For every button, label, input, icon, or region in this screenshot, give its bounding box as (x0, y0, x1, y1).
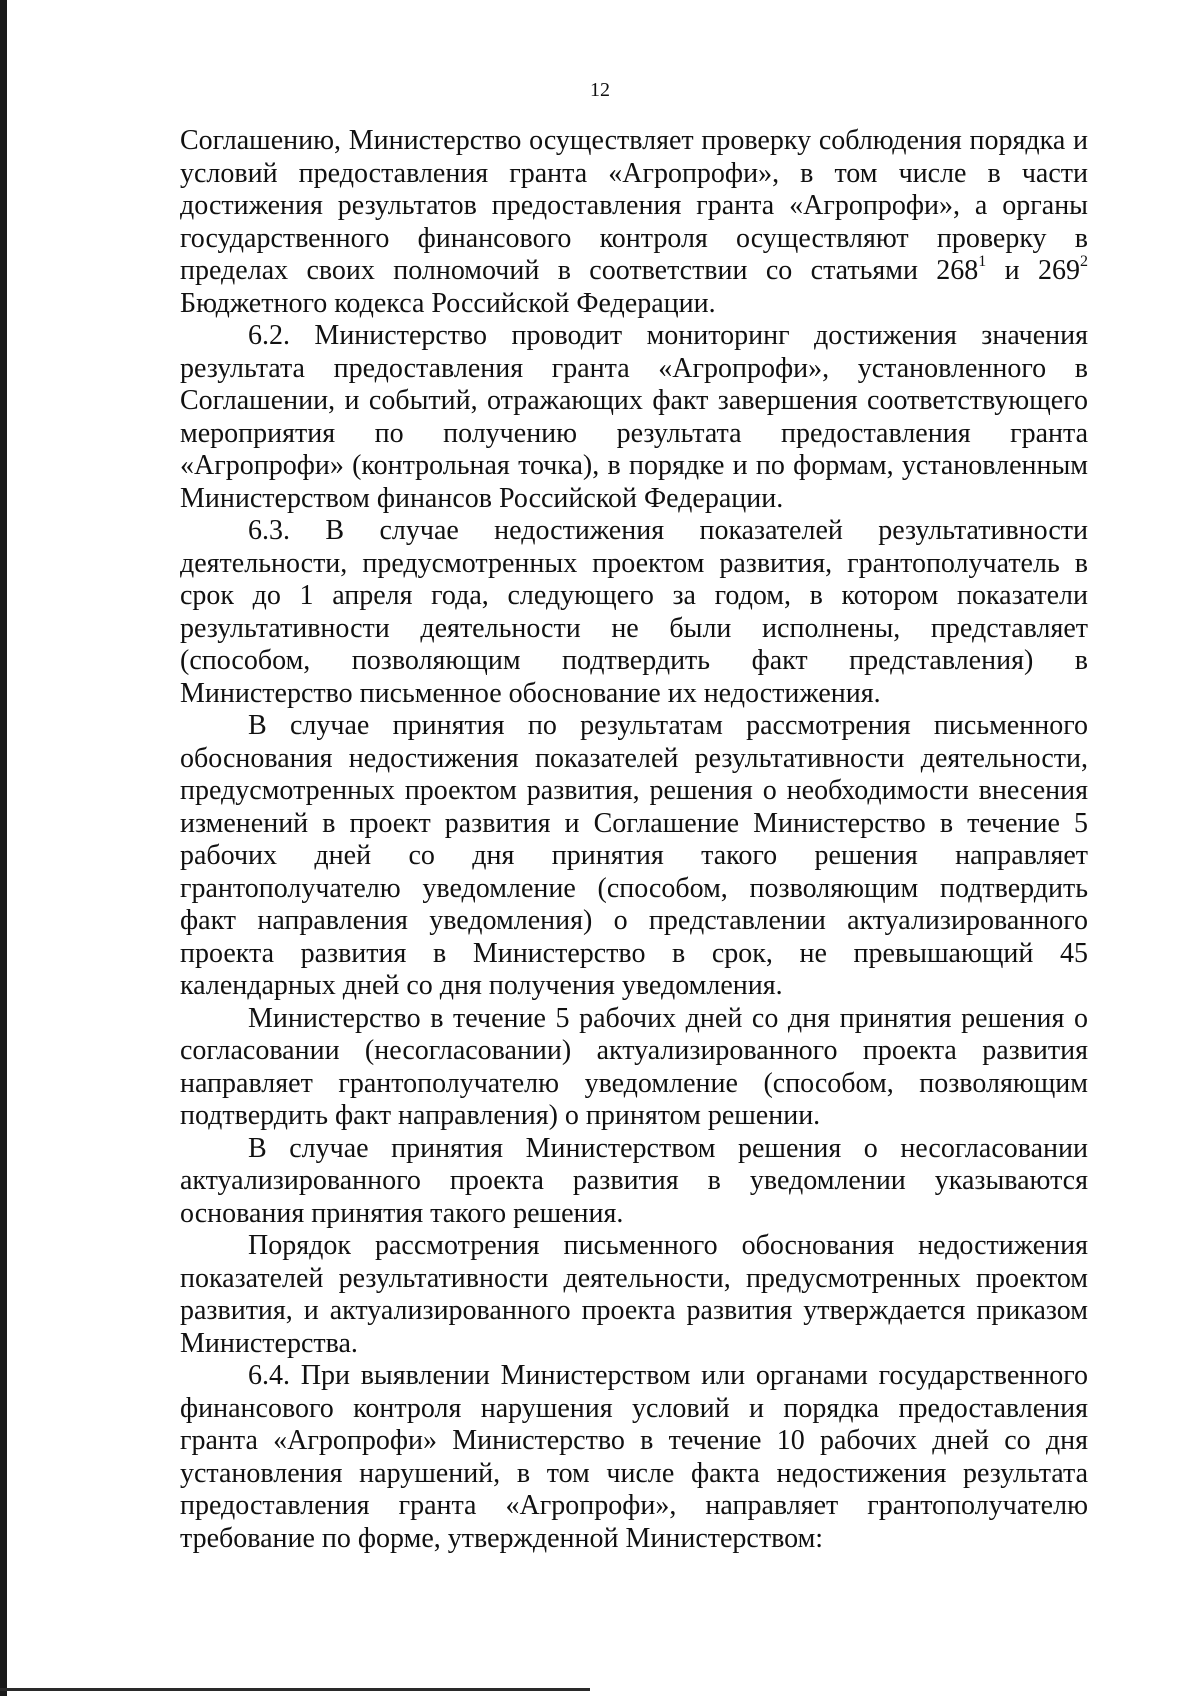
paragraph: Министерство в течение 5 рабочих дней со дня принятия решения о согласовании (несогласовании) актуализированного проекта развития направляет грантополучателю уведомление (способом, позволяющим подтвердить факт направления) о принятом решении. (180, 1002, 1088, 1131)
paragraph: В случае принятия по результатам рассмотрения письменного обоснования недостижения показателей результативности деятельности, предусмотренных проектом развития, решения о необходимости внесения изменений в проект развития и Соглашение Министерство в течение 5 рабочих дней со дня принятия такого решения направляет грантополучателю уведомление (способом, позволяющим подтвердить факт направления уведомления) о представлении актуализированного проекта развития в Министерство в срок, не превышающий 45 календарных дней со дня получения уведомления. (180, 710, 1088, 1001)
paragraph-6-3: 6.3. В случае недостижения показателей результативности деятельности, предусмотренных проектом развития, грантополучатель в срок до 1 апреля года, следующего за годом, в котором показатели результативности деятельности не были исполнены, представляет (способом, позволяющим подтвердить факт представления) в Министерство письменное обоснование их недостижения. (180, 515, 1088, 709)
paragraph-6-2: 6.2. Министерство проводит мониторинг достижения значения результата предоставления гранта «Агропрофи», установленного в Соглашении, и событий, отражающих факт завершения соответствующего мероприятия по получению результата предоставления гранта «Агропрофи» (контрольная точка), в порядке и по формам, установленным Министерством финансов Российской Федерации. (180, 320, 1088, 514)
paragraph-6-4: 6.4. При выявлении Министерством или органами государственного финансового контроля нарушения условий и порядка предоставления гранта «Агропрофи» Министерство в течение 10 рабочих дней со дня установления нарушений, в том числе факта недостижения результата предоставления гранта «Агропрофи», направляет грантополучателю требование по форме, утвержденной Министерством: (180, 1360, 1088, 1554)
paragraph: Порядок рассмотрения письменного обоснования недостижения показателей результативности деятельности, предусмотренных проектом развития, и актуализированного проекта развития утверждается приказом Министерства. (180, 1230, 1088, 1359)
paragraph-text: Бюджетного кодекса Российской Федерации. (180, 287, 716, 319)
paragraph-text: Соглашению, Министерство осуществляет проверку соблюдения порядка и условий предоставления гранта «Агропрофи», в том числе в части достижения результатов предоставления гранта «Агропрофи», а органы государственного финансового контроля осуществляют проверку в пределах своих полномочий в соответствии со статьями 268 (180, 125, 1088, 286)
document-body (180, 125, 1088, 1555)
scan-edge-left (0, 0, 7, 1696)
footnote-superscript: 2 (1080, 252, 1088, 270)
paragraph-text: и 269 (986, 255, 1080, 286)
scan-edge-bottom (0, 1688, 590, 1691)
paragraph: В случае принятия Министерством решения о несогласовании актуализированного проекта развития в уведомлении указываются основания принятия такого решения. (180, 1132, 1088, 1229)
footnote-superscript: 1 (978, 252, 987, 270)
paragraph-continuation (180, 125, 1088, 320)
page-number: 12 (590, 79, 610, 101)
